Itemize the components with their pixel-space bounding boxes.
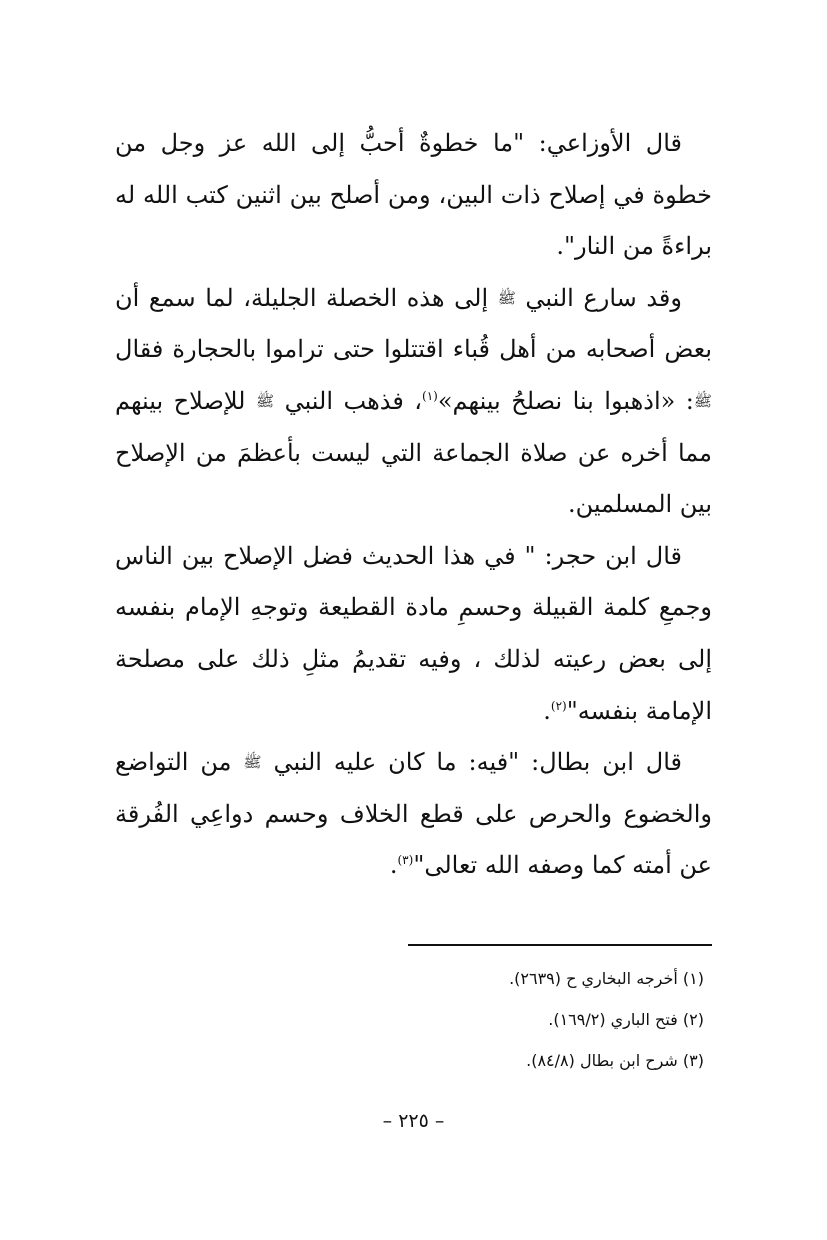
paragraph-text-part: إلى هذه الخصلة الجليلة، لما سمع أن بعض أصحابه من أهل قُباء اقتتلوا حتى تراموا بالحجارة فقال: [115, 283, 712, 364]
page-number: – ٢٢٥ –: [382, 1110, 445, 1132]
paragraph-ibn-battal-quote: [115, 737, 712, 892]
paragraph-ibn-hajar-quote: [115, 531, 712, 737]
footnote-reference: (٣): [397, 853, 414, 868]
paragraph-text-part: للإصلاح بينهم مما أخره عن صلاة الجماعة التي ليست بأعظمَ من الإصلاح بين المسلمين.: [115, 386, 712, 519]
footnote-reference: (٢): [550, 698, 567, 713]
footnote-3: (٣) شرح ابن بطال (٨٤/٨).: [526, 1051, 704, 1070]
paragraph-text: قال ابن حجر: " في هذا الحديث فضل الإصلاح بين الناس وجمعِ كلمة القبيلة وحسمِ مادة القطيعة وتوجهِ الإمام بنفسه إلى بعض رعيته لذلك ، وفيه تقديمُ مثلِ ذلك على مصلحة الإمامة بنفسه": [115, 541, 712, 725]
footnotes: [300, 958, 704, 1081]
paragraph-awzai-quote: [115, 118, 712, 273]
paragraph-prophet-reconciliation: [115, 273, 712, 531]
paragraph-text-part: من التواضع والخضوع والحرص على قطع الخلاف وحسم دواعِي الفُرقة عن أمته كما وصفه الله تعالى": [115, 748, 712, 880]
footnote-1: (١) أخرجه البخاري ح (٢٦٣٩).: [509, 969, 704, 988]
hadith-quote: : «اذهبوا بنا نصلحُ بينهم»: [437, 386, 694, 415]
salla-ligature: ﷺ: [693, 391, 712, 410]
paragraph-text-part: وقد سارع النبي: [515, 283, 682, 312]
paragraph-text-part: .: [543, 696, 551, 725]
salla-ligature: ﷺ: [243, 753, 262, 772]
salla-ligature: ﷺ: [255, 391, 275, 410]
paragraph-text: قال الأوزاعي: "ما خطوةٌ أحبُّ إلى الله عز وجل من خطوة في إصلاح ذات البين، ومن أصلح بين اثنين كتب الله له براءةً من النار".: [115, 129, 712, 261]
footnote-2: (٢) فتح الباري (١٦٩/٢).: [548, 1010, 704, 1029]
paragraph-text-part: ، فذهب النبي: [274, 386, 423, 415]
salla-ligature: ﷺ: [497, 288, 516, 307]
footnote-reference: (١): [422, 388, 438, 403]
footnote-separator: [408, 944, 712, 946]
paragraph-text-part: قال ابن بطال: "فيه: ما كان عليه النبي: [261, 748, 682, 777]
paragraph-text-part: .: [389, 851, 398, 880]
main-text: [115, 118, 712, 892]
